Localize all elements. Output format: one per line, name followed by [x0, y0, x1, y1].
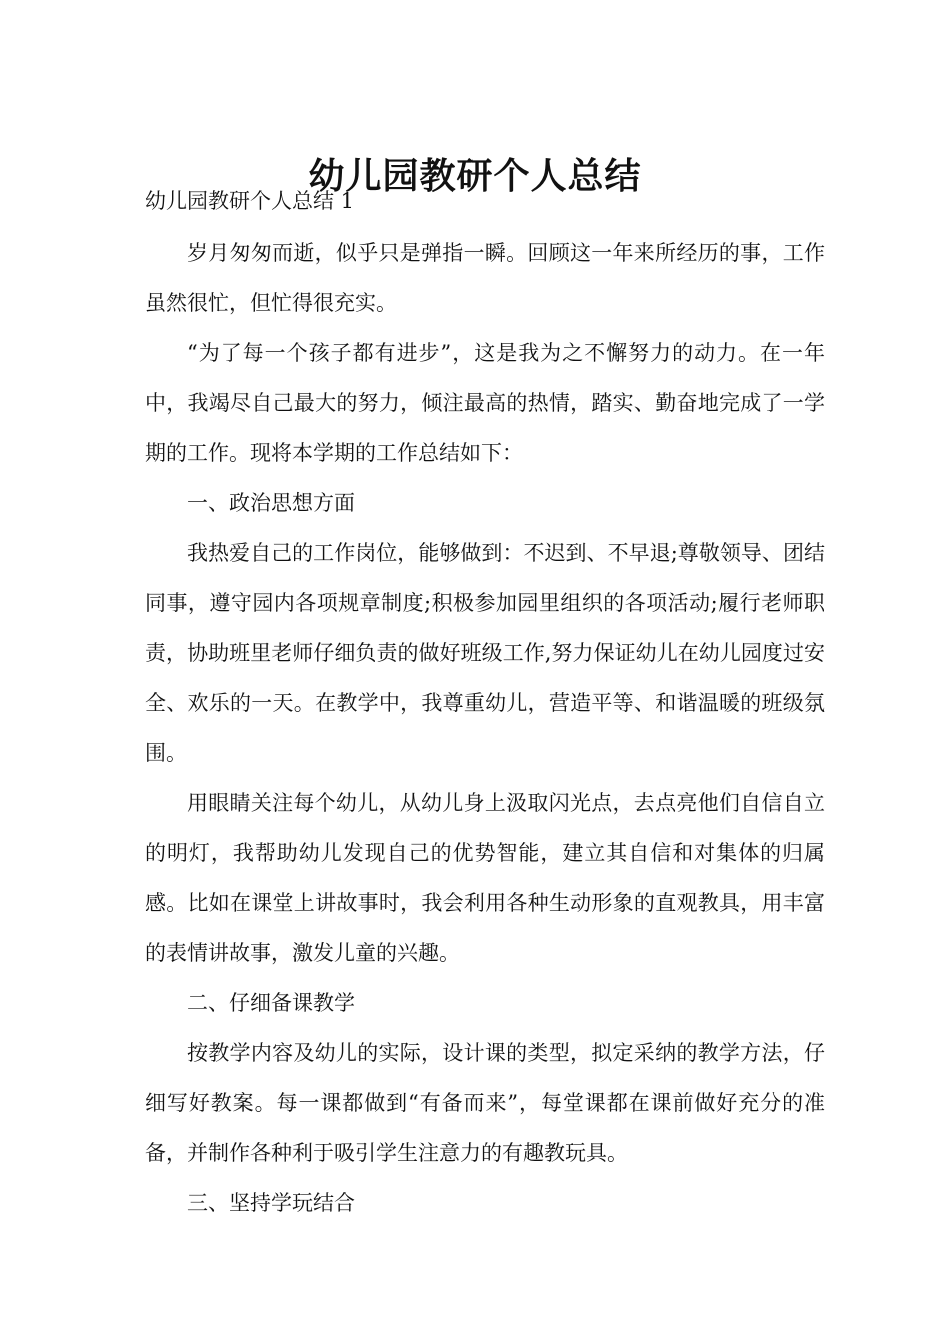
- paragraph-intro: 岁月匆匆而逝，似乎只是弹指一瞬。回顾这一年来所经历的事，工作虽然很忙，但忙得很充实。: [145, 241, 825, 315]
- section-heading-lesson-prep: 二、仔细备课教学: [187, 991, 355, 1015]
- paragraph-attention: 用眼睛关注每个幼儿，从幼儿身上汲取闪光点，去点亮他们自信自立的明灯，我帮助幼儿发现自己的优势智能，建立其自信和对集体的归属感。比如在课堂上讲故事时，我会利用各种生动形象的直观教具，用丰富的表情讲故事，激发儿童的兴趣。: [145, 791, 825, 965]
- document-title: 幼儿园教研个人总结: [308, 155, 642, 198]
- section-heading-politics: 一、政治思想方面: [187, 491, 355, 515]
- paragraph-motivation: “为了每一个孩子都有进步”，这是我为之不懈努力的动力。在一年中，我竭尽自己最大的努力，倾注最高的热情，踏实、勤奋地完成了一学期的工作。现将本学期的工作总结如下：: [145, 341, 825, 465]
- paragraph-lesson-prep: 按教学内容及幼儿的实际，设计课的类型，拟定采纳的教学方法，仔细写好教案。每一课都做到“有备而来”，每堂课都在课前做好充分的准备，并制作各种利于吸引学生注意力的有趣教玩具。: [145, 1041, 825, 1165]
- document-body: [145, 228, 825, 1228]
- document-subtitle: 幼儿园教研个人总结 1: [145, 189, 355, 213]
- section-heading-play-learning: 三、坚持学玩结合: [187, 1191, 355, 1215]
- paragraph-politics: 我热爱自己的工作岗位，能够做到：不迟到、不早退;尊敬领导、团结同事，遵守园内各项规章制度;积极参加园里组织的各项活动;履行老师职责，协助班里老师仔细负责的做好班级工作,努力保证幼儿在幼儿园度过安全、欢乐的一天。在教学中，我尊重幼儿，营造平等、和谐温暖的班级氛围。: [145, 541, 825, 765]
